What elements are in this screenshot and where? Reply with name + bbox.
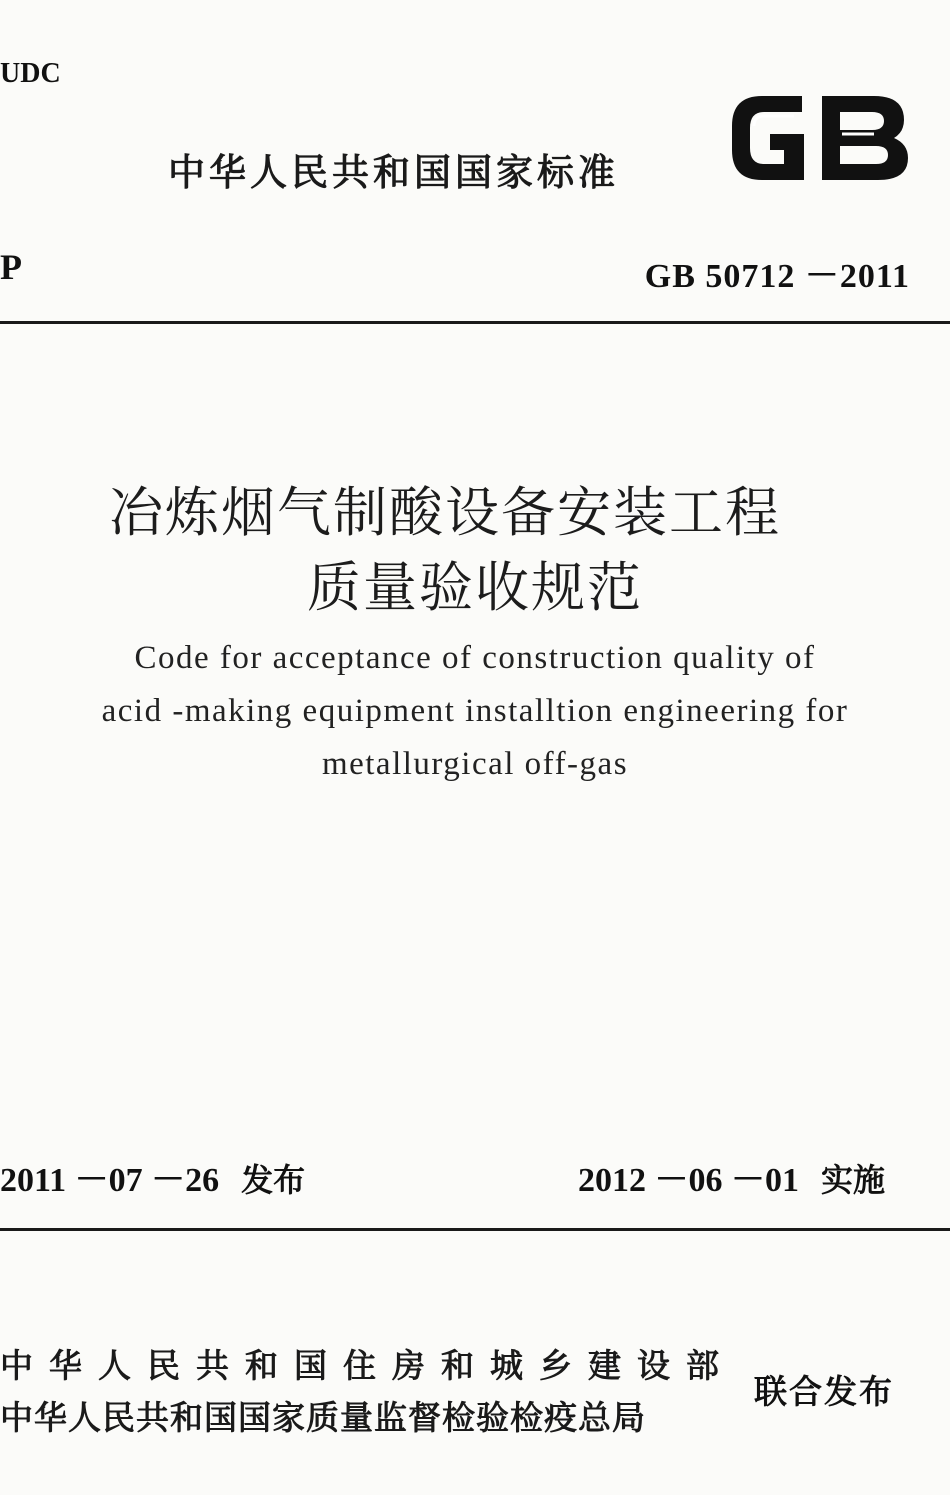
issue-label: 发布 (241, 1161, 306, 1199)
english-title-line2: acid -making equipment installtion engineering for (101, 693, 849, 729)
implement-date: 2012 －06 －01 (578, 1162, 799, 1199)
standard-number: GB 50712 －2011 (644, 258, 910, 295)
implement-date-block (578, 1152, 885, 1201)
chinese-title-line2: 质量验收规范 (307, 556, 643, 619)
bottom-divider (0, 1228, 950, 1231)
category-label: P (0, 247, 22, 287)
gb-logo (724, 86, 914, 190)
header-title: 中华人民共和国国家标准 (168, 151, 619, 194)
udc-label: UDC (0, 58, 61, 89)
joint-issue-label: 联合发布 (754, 1372, 894, 1411)
implement-label: 实施 (821, 1161, 886, 1199)
english-title-line1: Code for acceptance of construction quality of (134, 640, 816, 676)
issue-date: 2011 －07 －26 (0, 1162, 220, 1199)
issuer-org-2: 中华人民共和国国家质量监督检验检疫总局 (0, 1398, 646, 1437)
english-title-line3: metallurgical off-gas (321, 746, 629, 782)
issue-date-block (0, 1152, 305, 1201)
issuer-org-1: 中华人民共和国住房和城乡建设部 (0, 1346, 735, 1385)
top-divider (0, 321, 950, 324)
chinese-title-line1: 冶炼烟气制酸设备安装工程 (109, 481, 781, 544)
